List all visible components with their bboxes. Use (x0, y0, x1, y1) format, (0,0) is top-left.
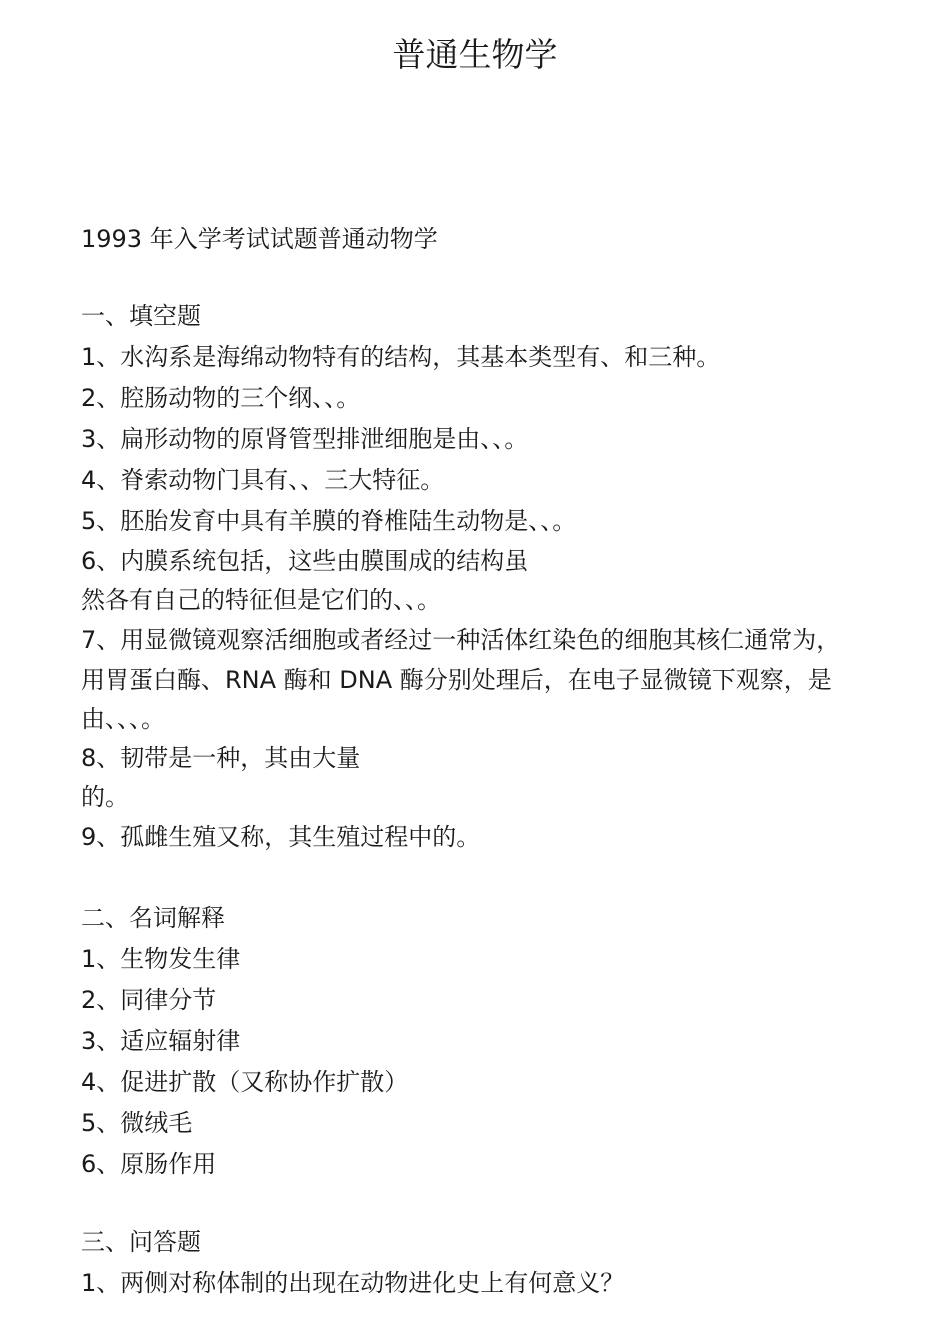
question-line: 1、两侧对称体制的出现在动物进化史上有何意义？ (81, 1269, 625, 1297)
question-line: 2、腔肠动物的三个纲、、。 (81, 384, 361, 412)
section-fill-blanks (81, 296, 881, 858)
question-line: 然各有自己的特征但是它们的、、。 (81, 586, 441, 614)
section-qa (81, 1222, 881, 1304)
question-line: 1、水沟系是海绵动物特有的结构，其基本类型有、和三种。 (81, 343, 721, 371)
question-line: 的。 (81, 783, 129, 811)
section-heading: 二、名词解释 (81, 904, 225, 932)
question-line: 6、内膜系统包括，这些由膜围成的结构虽 (81, 547, 529, 575)
section-heading: 三、问答题 (81, 1228, 201, 1256)
section-heading: 一、填空题 (81, 302, 201, 330)
question-line: 4、促进扩散（又称协作扩散） (81, 1068, 409, 1096)
question-line: 9、孤雌生殖又称，其生殖过程中的。 (81, 823, 481, 851)
question-line: 5、胚胎发育中具有羊膜的脊椎陆生动物是、、。 (81, 507, 577, 535)
section-definitions (81, 898, 881, 1185)
question-line: 5、微绒毛 (81, 1109, 193, 1137)
question-line: 7、用显微镜观察活细胞或者经过一种活体红染色的细胞其核仁通常为， (81, 626, 841, 654)
question-line: 用胃蛋白酶、RNA 酶和 DNA 酶分别处理后，在电子显微镜下观察，是 (81, 666, 832, 694)
question-line: 1、生物发生律 (81, 945, 241, 973)
question-line: 由、、、。 (81, 705, 165, 733)
exam-heading: 1993 年入学考试试题普通动物学 (81, 225, 438, 253)
question-line: 6、原肠作用 (81, 1150, 217, 1178)
question-line: 4、脊索动物门具有、、三大特征。 (81, 466, 445, 494)
question-line: 3、适应辐射律 (81, 1027, 241, 1055)
question-line: 2、同律分节 (81, 986, 217, 1014)
document-title: 普通生物学 (392, 35, 558, 74)
question-line: 8、韧带是一种，其由大量 (81, 744, 361, 772)
question-line: 3、扁形动物的原肾管型排泄细胞是由、、。 (81, 425, 529, 453)
